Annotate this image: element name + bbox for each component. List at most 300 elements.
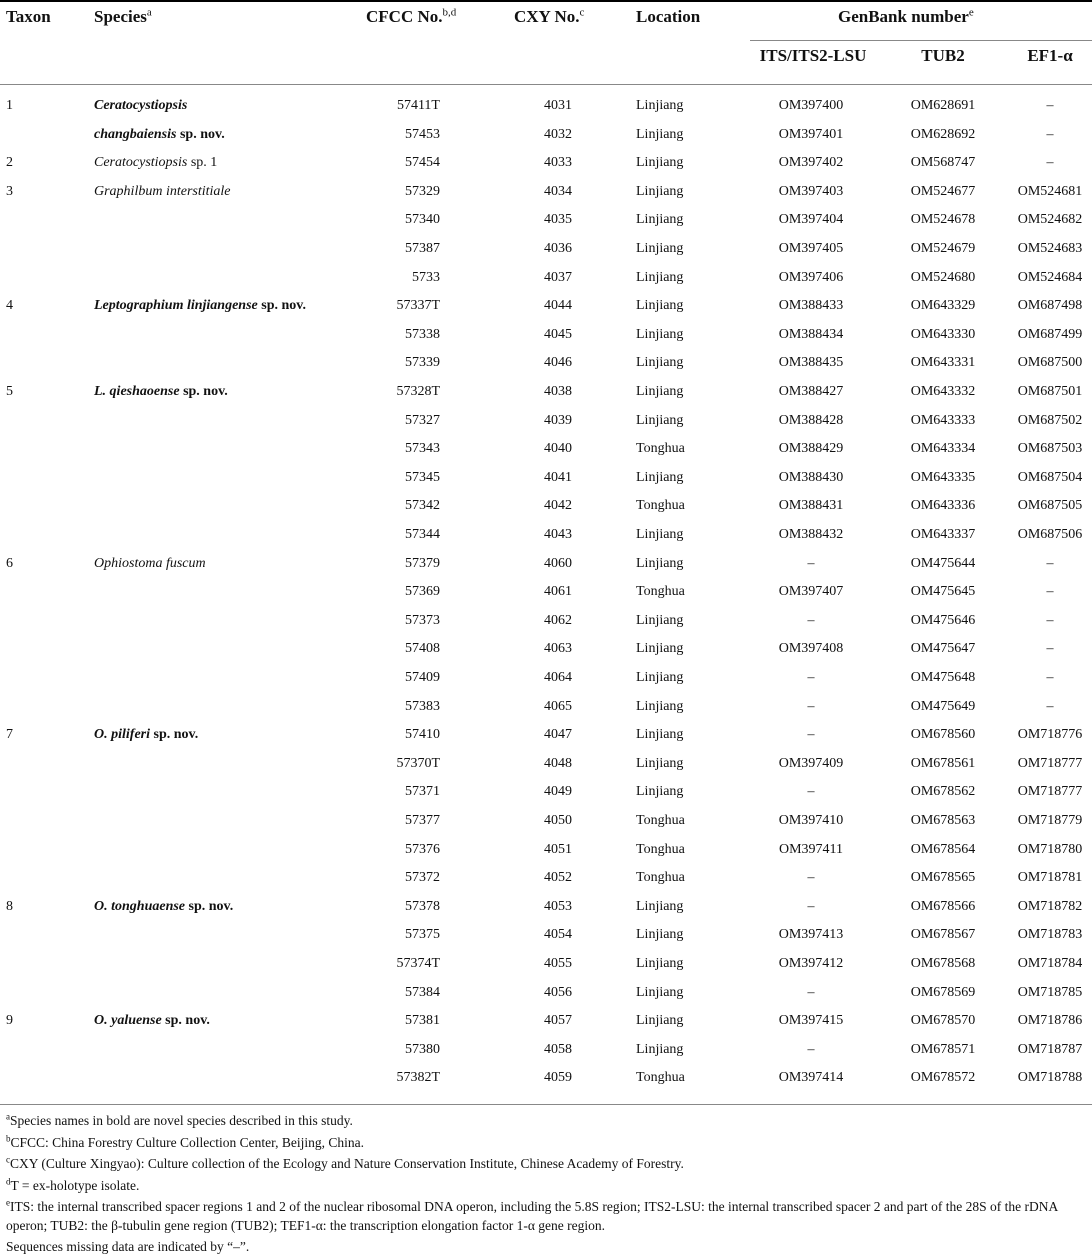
its-cell: OM397405: [778, 241, 844, 256]
location-cell: Linjiang: [636, 670, 684, 685]
footnote: [6, 1112, 1088, 1131]
cxy-cell: 4061: [544, 584, 572, 600]
cxy-cell: 4062: [544, 612, 572, 628]
footnote: [6, 1155, 1088, 1174]
cfcc-cell: 57409: [405, 670, 440, 685]
table-row: [0, 149, 1092, 177]
location-cell: Linjiang: [636, 298, 684, 314]
header-location: [636, 7, 700, 27]
table-row: [0, 664, 1092, 692]
tub2-cell: OM678571: [910, 1041, 976, 1057]
footnote: [6, 1134, 1088, 1153]
table-row: [0, 121, 1092, 149]
its-cell: –: [807, 727, 815, 743]
ef1-cell: OM687505: [1017, 498, 1083, 514]
species-suffix: sp. nov.: [161, 1013, 210, 1029]
tub2-cell: OM643329: [910, 298, 976, 314]
cxy-cell: 4052: [544, 870, 572, 886]
ef1-cell: OM687503: [1017, 441, 1083, 457]
cfcc-cell: 57379: [405, 555, 440, 571]
cxy-cell: 4042: [544, 498, 572, 514]
cxy-cell: 4047: [544, 727, 572, 743]
species-cell: [94, 550, 206, 578]
cxy-cell: 4059: [544, 1070, 572, 1086]
location-cell: Tonghua: [636, 1070, 685, 1086]
footnote-text: T = ex-holotype isolate.: [10, 1177, 140, 1193]
table-row: [0, 750, 1092, 778]
ef1-cell: –: [1046, 641, 1054, 657]
cxy-cell: 4054: [544, 927, 572, 943]
header-species-footnote-mark: a: [146, 6, 152, 19]
cfcc-cell: 57376: [405, 841, 440, 857]
species-cell: [94, 92, 187, 120]
table-row: [0, 693, 1092, 721]
footnote-text: CXY (Culture Xingyao): Culture collection of the Ecology and Nature Conservation Institute, Chinese Academy of Forestry.: [10, 1156, 684, 1171]
cfcc-cell: 57454: [405, 155, 440, 171]
species-cell: [94, 721, 198, 749]
location-cell: Linjiang: [636, 641, 684, 657]
its-cell: OM388433: [778, 298, 844, 314]
cxy-cell: 4055: [544, 956, 572, 971]
location-cell: Linjiang: [636, 755, 684, 771]
header-ef1-label: EF1-α: [1027, 46, 1073, 65]
table-bottom-rule: [0, 1104, 1092, 1105]
header-cfcc-label: CFCC No.: [366, 7, 443, 26]
footnote-mark: c: [6, 1154, 10, 1165]
cxy-cell: 4064: [544, 670, 572, 685]
tub2-cell: OM678567: [910, 927, 976, 943]
header-taxon: [6, 7, 51, 27]
location-cell: Linjiang: [636, 555, 684, 571]
footnote-text: Species names in bold are novel species described in this study.: [10, 1113, 353, 1128]
location-cell: Linjiang: [636, 1013, 684, 1029]
tub2-cell: OM643334: [910, 441, 976, 457]
ef1-cell: OM718779: [1017, 813, 1083, 828]
location-cell: Tonghua: [636, 498, 685, 514]
species-name: Graphilbum interstitiale: [94, 183, 231, 199]
table-row: [0, 464, 1092, 492]
table-row: [0, 607, 1092, 635]
table-row: [0, 921, 1092, 949]
table-row: [0, 349, 1092, 377]
ef1-cell: OM718781: [1017, 870, 1083, 886]
cxy-cell: 4039: [544, 412, 572, 428]
cxy-cell: 4048: [544, 755, 572, 771]
header-species: [94, 7, 152, 27]
footnote: [6, 1198, 1088, 1235]
species-suffix: sp. nov.: [185, 898, 234, 914]
tub2-cell: OM524679: [910, 241, 976, 256]
its-cell: –: [807, 555, 815, 571]
cfcc-cell: 57327: [405, 412, 440, 428]
table-row: [0, 521, 1092, 549]
ef1-cell: OM718782: [1017, 898, 1083, 914]
species-cell: [94, 893, 233, 921]
species-name: Ceratocystiopsis: [94, 155, 188, 171]
cxy-cell: 4057: [544, 1013, 572, 1029]
tub2-cell: OM678561: [910, 755, 976, 771]
its-cell: OM397409: [778, 755, 844, 771]
tub2-cell: OM475645: [910, 584, 976, 600]
species-suffix: sp. nov.: [257, 298, 306, 314]
cxy-cell: 4050: [544, 813, 572, 828]
cxy-cell: 4053: [544, 898, 572, 914]
table-row: [0, 492, 1092, 520]
tub2-cell: OM643336: [910, 498, 976, 514]
cfcc-cell: 57373: [405, 612, 440, 628]
its-cell: OM397406: [778, 269, 844, 285]
its-cell: OM388432: [778, 527, 844, 542]
header-cfcc: [366, 7, 456, 27]
tub2-cell: OM568747: [910, 155, 976, 171]
taxon-cell: 3: [6, 183, 13, 199]
its-cell: OM397400: [778, 98, 844, 113]
tub2-cell: OM628691: [910, 98, 976, 113]
table-row: [0, 378, 1092, 406]
ef1-cell: –: [1046, 98, 1054, 113]
cfcc-cell: 57343: [405, 441, 440, 457]
header-taxon-label: Taxon: [6, 7, 51, 26]
its-cell: OM397407: [778, 584, 844, 600]
cxy-cell: 4058: [544, 1041, 572, 1057]
footnote-mark: b: [6, 1133, 11, 1143]
location-cell: Linjiang: [636, 326, 684, 342]
ef1-cell: –: [1046, 612, 1054, 628]
taxon-cell: 2: [6, 155, 13, 171]
location-cell: Linjiang: [636, 183, 684, 199]
species-cell: [94, 121, 225, 149]
its-cell: OM388427: [778, 384, 844, 399]
cxy-cell: 4041: [544, 469, 572, 485]
cxy-cell: 4043: [544, 527, 572, 542]
its-cell: OM388431: [778, 498, 844, 514]
cxy-cell: 4035: [544, 212, 572, 228]
species-suffix: sp. nov.: [150, 727, 199, 743]
its-cell: OM397414: [778, 1070, 844, 1086]
ef1-cell: –: [1046, 584, 1054, 600]
header-ef1: [1008, 46, 1092, 66]
cfcc-cell: 57411T: [396, 98, 440, 113]
table-row: [0, 92, 1092, 120]
its-cell: OM397411: [778, 841, 844, 857]
tub2-cell: OM678560: [910, 727, 976, 743]
location-cell: Linjiang: [636, 527, 684, 542]
cfcc-cell: 57374T: [396, 956, 440, 971]
table-row: [0, 778, 1092, 806]
cxy-cell: 4065: [544, 698, 572, 714]
location-cell: Linjiang: [636, 384, 684, 399]
header-its: [748, 46, 878, 66]
table-row: [0, 235, 1092, 263]
its-cell: OM397402: [778, 155, 844, 171]
cxy-cell: 4049: [544, 784, 572, 800]
header-tub2: [903, 46, 983, 66]
footnote-text: CFCC: China Forestry Culture Collection Center, Beijing, China.: [10, 1134, 364, 1150]
its-cell: –: [807, 612, 815, 628]
footnote-text: Sequences missing data are indicated by “–”.: [6, 1239, 250, 1254]
tub2-cell: OM678570: [910, 1013, 976, 1029]
its-cell: –: [807, 670, 815, 685]
its-cell: –: [807, 784, 815, 800]
cfcc-cell: 57384: [405, 984, 440, 1000]
header-genbank-label: GenBank number: [838, 7, 969, 26]
its-cell: –: [807, 1041, 815, 1057]
tub2-cell: OM678569: [910, 984, 976, 1000]
taxon-cell: 1: [6, 98, 13, 113]
ef1-cell: OM687498: [1017, 298, 1083, 314]
tub2-cell: OM678572: [910, 1070, 976, 1086]
cxy-cell: 4045: [544, 326, 572, 342]
cfcc-cell: 57329: [405, 183, 440, 199]
ef1-cell: OM718784: [1017, 956, 1083, 971]
cfcc-cell: 57377: [405, 813, 440, 828]
cxy-cell: 4033: [544, 155, 572, 171]
taxon-cell: 9: [6, 1013, 13, 1029]
its-cell: OM397412: [778, 956, 844, 971]
location-cell: Tonghua: [636, 441, 685, 457]
cxy-cell: 4051: [544, 841, 572, 857]
table-row: [0, 1007, 1092, 1035]
tub2-cell: OM524680: [910, 269, 976, 285]
species-cell: [94, 292, 306, 320]
location-cell: Tonghua: [636, 813, 685, 828]
ef1-cell: OM718783: [1017, 927, 1083, 943]
location-cell: Linjiang: [636, 355, 684, 371]
cxy-cell: 4037: [544, 269, 572, 285]
location-cell: Tonghua: [636, 841, 685, 857]
tub2-cell: OM475644: [910, 555, 976, 571]
its-cell: OM388428: [778, 412, 844, 428]
species-name: O. tonghuaense: [94, 898, 186, 914]
header-its-label: ITS/ITS2-LSU: [759, 46, 867, 65]
its-cell: OM397403: [778, 183, 844, 199]
ef1-cell: OM687501: [1017, 384, 1083, 399]
location-cell: Linjiang: [636, 784, 684, 800]
cfcc-cell: 57383: [405, 698, 440, 714]
table-row: [0, 178, 1092, 206]
cfcc-cell: 57344: [405, 527, 440, 542]
its-cell: –: [807, 898, 815, 914]
table-row: [0, 807, 1092, 835]
location-cell: Linjiang: [636, 727, 684, 743]
footnote-mark: d: [6, 1176, 11, 1186]
location-cell: Tonghua: [636, 584, 685, 600]
taxon-cell: 6: [6, 555, 13, 571]
header-genbank-footnote-mark: e: [968, 6, 974, 19]
ef1-cell: OM687506: [1017, 527, 1083, 542]
location-cell: Linjiang: [636, 269, 684, 285]
species-suffix: sp. nov.: [176, 126, 225, 142]
cfcc-cell: 57340: [405, 212, 440, 228]
ef1-cell: –: [1046, 670, 1054, 685]
cfcc-cell: 57371: [405, 784, 440, 800]
cxy-cell: 4034: [544, 183, 572, 199]
ef1-cell: OM524684: [1017, 269, 1083, 285]
cfcc-cell: 57381: [405, 1013, 440, 1029]
ef1-cell: OM718787: [1017, 1041, 1083, 1057]
species-name: Ceratocystiopsis: [94, 98, 188, 113]
genbank-span-rule: [750, 40, 1092, 41]
cxy-cell: 4063: [544, 641, 572, 657]
header-cfcc-footnote-mark: b,d: [442, 6, 457, 19]
footnotes: [6, 1112, 1088, 1260]
ef1-cell: OM718785: [1017, 984, 1083, 1000]
cfcc-cell: 57380: [405, 1041, 440, 1057]
cxy-cell: 4040: [544, 441, 572, 457]
its-cell: OM388429: [778, 441, 844, 457]
ef1-cell: OM718786: [1017, 1013, 1083, 1029]
tub2-cell: OM643333: [910, 412, 976, 428]
footnote-mark: e: [6, 1197, 10, 1208]
table-row: [0, 864, 1092, 892]
tub2-cell: OM643332: [910, 384, 976, 399]
table-row: [0, 550, 1092, 578]
ef1-cell: –: [1046, 698, 1054, 714]
location-cell: Linjiang: [636, 898, 684, 914]
cfcc-cell: 57387: [405, 241, 440, 256]
location-cell: Linjiang: [636, 212, 684, 228]
its-cell: OM397401: [778, 126, 844, 142]
tub2-cell: OM643335: [910, 469, 976, 485]
location-cell: Linjiang: [636, 241, 684, 256]
cfcc-cell: 57338: [405, 326, 440, 342]
species-name: O. yaluense: [94, 1013, 162, 1029]
location-cell: Linjiang: [636, 1041, 684, 1057]
ef1-cell: OM718777: [1017, 784, 1083, 800]
header-cxy-label: CXY No.: [514, 7, 580, 26]
table-row: [0, 635, 1092, 663]
tub2-cell: OM524677: [910, 183, 976, 199]
its-cell: –: [807, 870, 815, 886]
ef1-cell: OM718788: [1017, 1070, 1083, 1086]
tub2-cell: OM678564: [910, 841, 976, 857]
tub2-cell: OM678565: [910, 870, 976, 886]
tub2-cell: OM678566: [910, 898, 976, 914]
tub2-cell: OM678563: [910, 813, 976, 828]
species-name: Leptographium linjiangense: [94, 298, 258, 314]
species-cell: [94, 149, 217, 177]
tub2-cell: OM475648: [910, 670, 976, 685]
tub2-cell: OM524678: [910, 212, 976, 228]
header-tub2-label: TUB2: [921, 46, 965, 65]
cfcc-cell: 57378: [405, 898, 440, 914]
tub2-cell: OM678568: [910, 956, 976, 971]
header-cxy-footnote-mark: c: [579, 6, 585, 19]
cfcc-cell: 57337T: [396, 298, 440, 314]
footnote: [6, 1177, 1088, 1196]
cfcc-cell: 57382T: [396, 1070, 440, 1086]
species-name: O. piliferi: [94, 727, 150, 743]
header-genbank: [838, 7, 974, 27]
tub2-cell: OM643330: [910, 326, 976, 342]
tub2-cell: OM475646: [910, 612, 976, 628]
location-cell: Linjiang: [636, 155, 684, 171]
location-cell: Linjiang: [636, 927, 684, 943]
species-cell: [94, 1007, 210, 1035]
ef1-cell: –: [1046, 555, 1054, 571]
ef1-cell: OM687504: [1017, 469, 1083, 485]
footnote: [6, 1238, 1088, 1257]
taxon-cell: 4: [6, 298, 13, 314]
its-cell: OM397408: [778, 641, 844, 657]
table-row: [0, 292, 1092, 320]
header-bottom-rule: [0, 84, 1092, 85]
species-name: changbaiensis: [94, 126, 177, 142]
ef1-cell: OM687499: [1017, 326, 1083, 342]
cfcc-cell: 57372: [405, 870, 440, 886]
cfcc-cell: 57453: [405, 126, 440, 142]
ef1-cell: –: [1046, 126, 1054, 142]
ef1-cell: OM687500: [1017, 355, 1083, 371]
tub2-cell: OM628692: [910, 126, 976, 142]
cxy-cell: 4046: [544, 355, 572, 371]
location-cell: Linjiang: [636, 956, 684, 971]
location-cell: Linjiang: [636, 698, 684, 714]
species-suffix: sp. 1: [187, 155, 218, 171]
species-cell: [94, 178, 231, 206]
ef1-cell: OM524681: [1017, 183, 1083, 199]
table-row: [0, 979, 1092, 1007]
table-top-rule: [0, 0, 1092, 2]
its-cell: OM388430: [778, 469, 844, 485]
location-cell: Tonghua: [636, 870, 685, 886]
cfcc-cell: 57339: [405, 355, 440, 371]
location-cell: Linjiang: [636, 126, 684, 142]
cfcc-cell: 57375: [405, 927, 440, 943]
location-cell: Linjiang: [636, 98, 684, 113]
location-cell: Linjiang: [636, 469, 684, 485]
ef1-cell: OM524683: [1017, 241, 1083, 256]
its-cell: OM397413: [778, 927, 844, 943]
cxy-cell: 4032: [544, 126, 572, 142]
table-row: [0, 321, 1092, 349]
cfcc-cell: 5733: [412, 269, 440, 285]
cfcc-cell: 57328T: [396, 384, 440, 399]
cfcc-cell: 57345: [405, 469, 440, 485]
table-row: [0, 407, 1092, 435]
table-row: [0, 1064, 1092, 1092]
its-cell: OM397404: [778, 212, 844, 228]
species-cell: [94, 378, 228, 406]
table-row: [0, 836, 1092, 864]
cxy-cell: 4031: [544, 98, 572, 113]
cxy-cell: 4036: [544, 241, 572, 256]
location-cell: Linjiang: [636, 412, 684, 428]
header-species-label: Species: [94, 7, 147, 26]
ef1-cell: OM718776: [1017, 727, 1083, 743]
table-row: [0, 264, 1092, 292]
location-cell: Linjiang: [636, 612, 684, 628]
cfcc-cell: 57410: [405, 727, 440, 743]
its-cell: –: [807, 698, 815, 714]
header-cxy: [514, 7, 584, 27]
ef1-cell: OM718780: [1017, 841, 1083, 857]
cxy-cell: 4038: [544, 384, 572, 399]
taxon-cell: 7: [6, 727, 13, 743]
taxon-cell: 8: [6, 898, 13, 914]
cxy-cell: 4044: [544, 298, 572, 314]
species-name: Ophiostoma fuscum: [94, 555, 206, 571]
cfcc-cell: 57369: [405, 584, 440, 600]
its-cell: OM388435: [778, 355, 844, 371]
taxon-cell: 5: [6, 384, 13, 399]
ef1-cell: –: [1046, 155, 1054, 171]
species-suffix: sp. nov.: [179, 384, 228, 399]
table-row: [0, 1036, 1092, 1064]
its-cell: OM397410: [778, 813, 844, 828]
table-row: [0, 435, 1092, 463]
tub2-cell: OM643331: [910, 355, 976, 371]
